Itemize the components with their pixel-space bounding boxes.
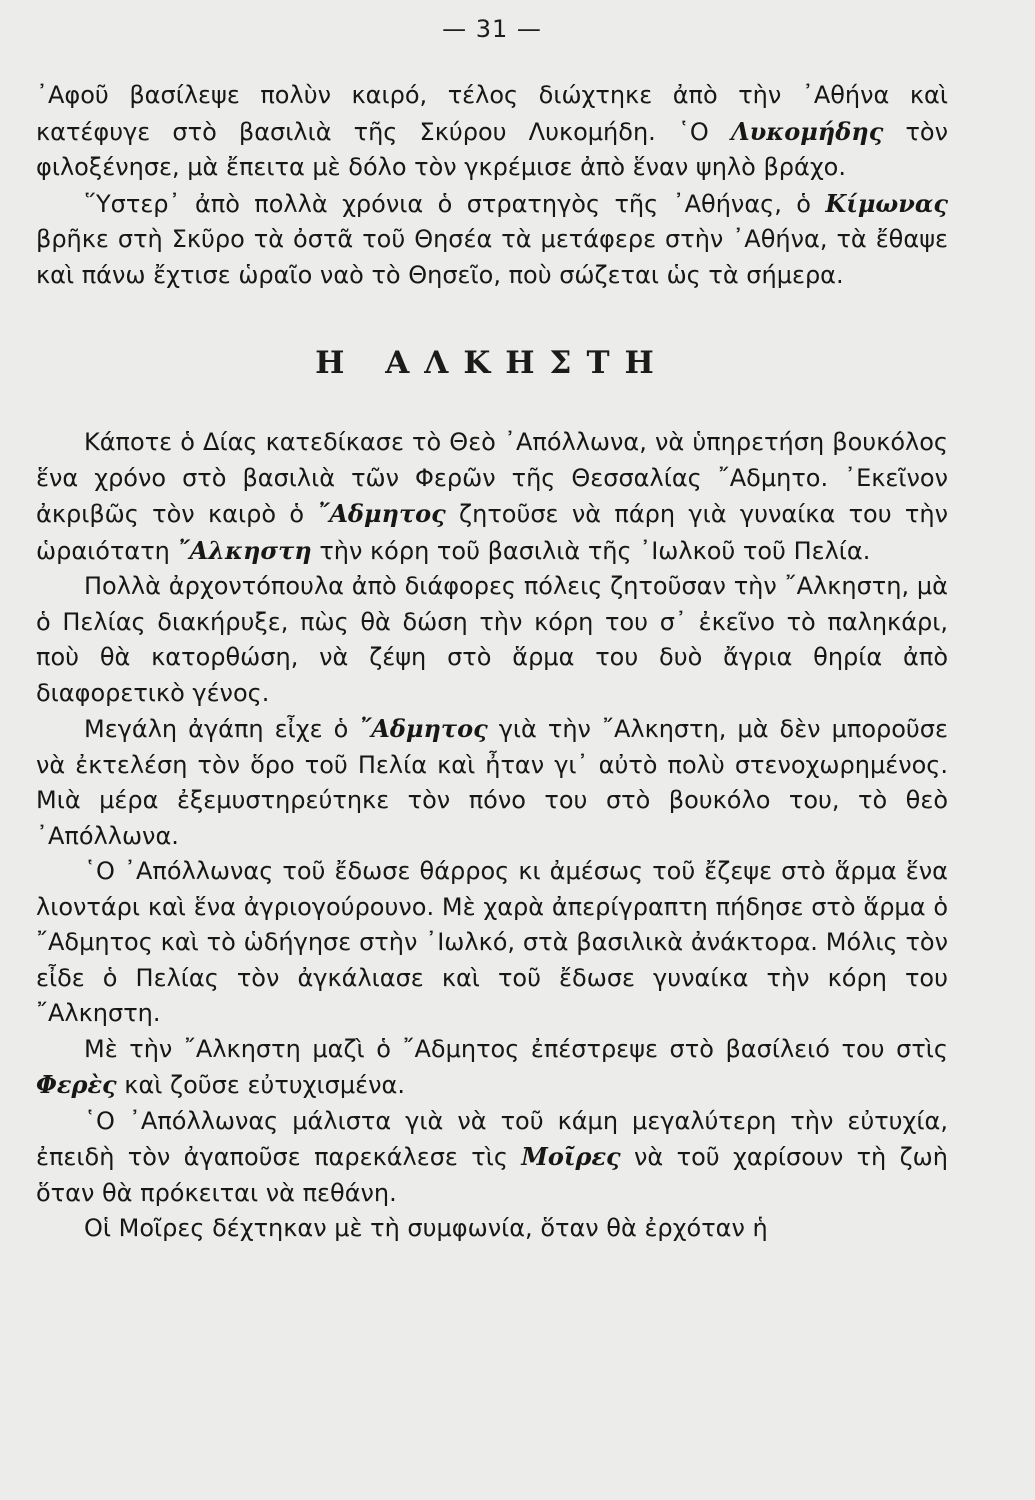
text-segment: Οἱ Μοῖρες δέχτηκαν μὲ τὴ συμφωνία, ὅταν θὰ ἐρχόταν ἡ [84,1214,768,1242]
text-segment: Πολλὰ ἀρχοντόπουλα ἀπὸ διάφορες πόλεις ζητοῦσαν τὴν ῎Αλκηστη, μὰ ὁ Πελίας διακήρυξε, πὼς θὰ δώση τὴν κόρη του σ᾿ ἐκεῖνο τὸ παληκάρι, ποὺ θὰ κατορθώση, νὰ ζέψη στὸ ἅρμα του δυὸ ἄγρια θηρία ἀπὸ διαφορετικὸ γένος. [36,572,948,707]
story-text [36,425,948,1247]
text-segment: ῾Ο ᾿Απόλλωνας μάλιστα γιὰ νὰ τοῦ κάμη μεγαλύτερη τὴν εὐτυχία, ἐπειδὴ τὸν ἀγαποῦσε παρεκάλεσε τὶς [36,1106,948,1171]
book-page [36,14,948,1474]
text-segment: νὰ τοῦ χαρίσουν τὴ ζωὴ ὅταν θὰ πρόκειται νὰ πεθάνη. [36,1143,948,1207]
text-segment: Κάποτε ὁ Δίας κατεδίκασε τὸ Θεὸ ᾿Απόλλωνα, νὰ ὑπηρετήση βουκόλος ἕνα χρόνο στὸ βασιλιὰ τῶν Φερῶν τῆς Θεσσαλίας ῎Αδμητο. ᾿Εκεῖνον ἀκριβῶς τὸν καιρὸ ὁ [36,428,948,528]
paragraph [36,78,948,186]
paragraph [36,711,948,854]
text-segment: ᾿Αφοῦ βασίλεψε πολὺν καιρό, τέλος διώχτηκε ἀπὸ τὴν ᾿Αθήνα καὶ κατέφυγε στὸ βασιλιὰ τῆς Σκύρου Λυκομήδη. ῾Ο [36,81,948,146]
text-segment: ῾Ο ᾿Απόλλωνας τοῦ ἔδωσε θάρρος κι ἀμέσως τοῦ ἔζεψε στὸ ἅρμα ἕνα λιοντάρι καὶ ἕνα ἀγριογούρουνο. Μὲ χαρὰ ἀπερίγραπτη πήδησε στὸ ἅρμα ὁ ῎Αδμητος καὶ τὸ ὡδήγησε στὴν ᾿Ιωλκό, στὰ βασιλικὰ ἀνάκτορα. Μόλις τὸν εἶδε ὁ Πελίας τὸν ἀγκάλιασε καὶ τοῦ ἔδωσε γυναίκα τὴν κόρη του ῎Αλκηστη. [36,857,948,1027]
text-segment: καὶ ζοῦσε εὐτυχισμένα. [116,1071,405,1099]
section-title: Η ΑΛΚΗΣΤΗ [315,345,669,381]
text-segment: ῞Υστερ᾿ ἀπὸ πολλὰ χρόνια ὁ στρατηγὸς τῆς ᾿Αθήνας, ὁ [84,189,826,218]
text-segment: τὸν φιλοξένησε, μὰ ἔπειτα μὲ δόλο τὸν γκρέμισε ἀπὸ ἕναν ψηλὸ βράχο. [36,117,949,181]
paragraph [36,854,948,1032]
paragraph [36,425,948,569]
proper-name: ῎Αδμητος [359,714,488,743]
intro-text [36,78,948,293]
paragraph [36,186,948,294]
proper-name: Λυκομήδης [730,116,884,146]
text-segment: ζητοῦσε νὰ πάρη γιὰ γυναίκα του τὴν ὡραιότατη [36,500,948,565]
text-segment: γιὰ τὴν ῎Αλκηστη, μὰ δὲν μποροῦσε νὰ ἐκτελέση τὸν ὅρο τοῦ Πελία καὶ ἦταν γι᾿ αὐτὸ πολὺ στενοχωρημένος. Μιὰ μέρα ἐξεμυστηρεύτηκε τὸν πόνο του στὸ βουκόλο του, τὸ θεὸ ᾿Απόλλωνα. [36,715,948,850]
text-segment: Μεγάλη ἀγάπη εἶχε ὁ [84,715,360,743]
proper-name: ῎Αδμητος [317,499,446,528]
text-segment: βρῆκε στὴ Σκῦρο τὰ ὀστᾶ τοῦ Θησέα τὰ μετάφερε στὴν ᾿Αθήνα, τὰ ἔθαψε καὶ πάνω ἔχτισε ὡραῖο ναὸ τὸ Θησεῖο, ποὺ σώζεται ὡς τὰ σήμερα. [36,225,948,289]
text-segment: Μὲ τὴν ῎Αλκηστη μαζὶ ὁ ῎Αδμητος ἐπέστρεψε στὸ βασίλειό του στὶς [84,1034,948,1063]
proper-name: Κίμωνας [825,188,948,218]
paragraph [36,569,948,711]
paragraph [36,1104,948,1212]
paragraph [36,1032,948,1104]
page-number: — 31 — [442,15,542,43]
paragraph [36,1211,948,1247]
proper-name: ῎Αλκηστη [177,535,312,565]
proper-name: Φερὲς [36,1070,117,1099]
proper-name: Μοῖρες [521,1142,621,1171]
text-segment: τὴν κόρη τοῦ βασιλιὰ τῆς ᾿Ιωλκοῦ τοῦ Πελία. [311,536,871,565]
